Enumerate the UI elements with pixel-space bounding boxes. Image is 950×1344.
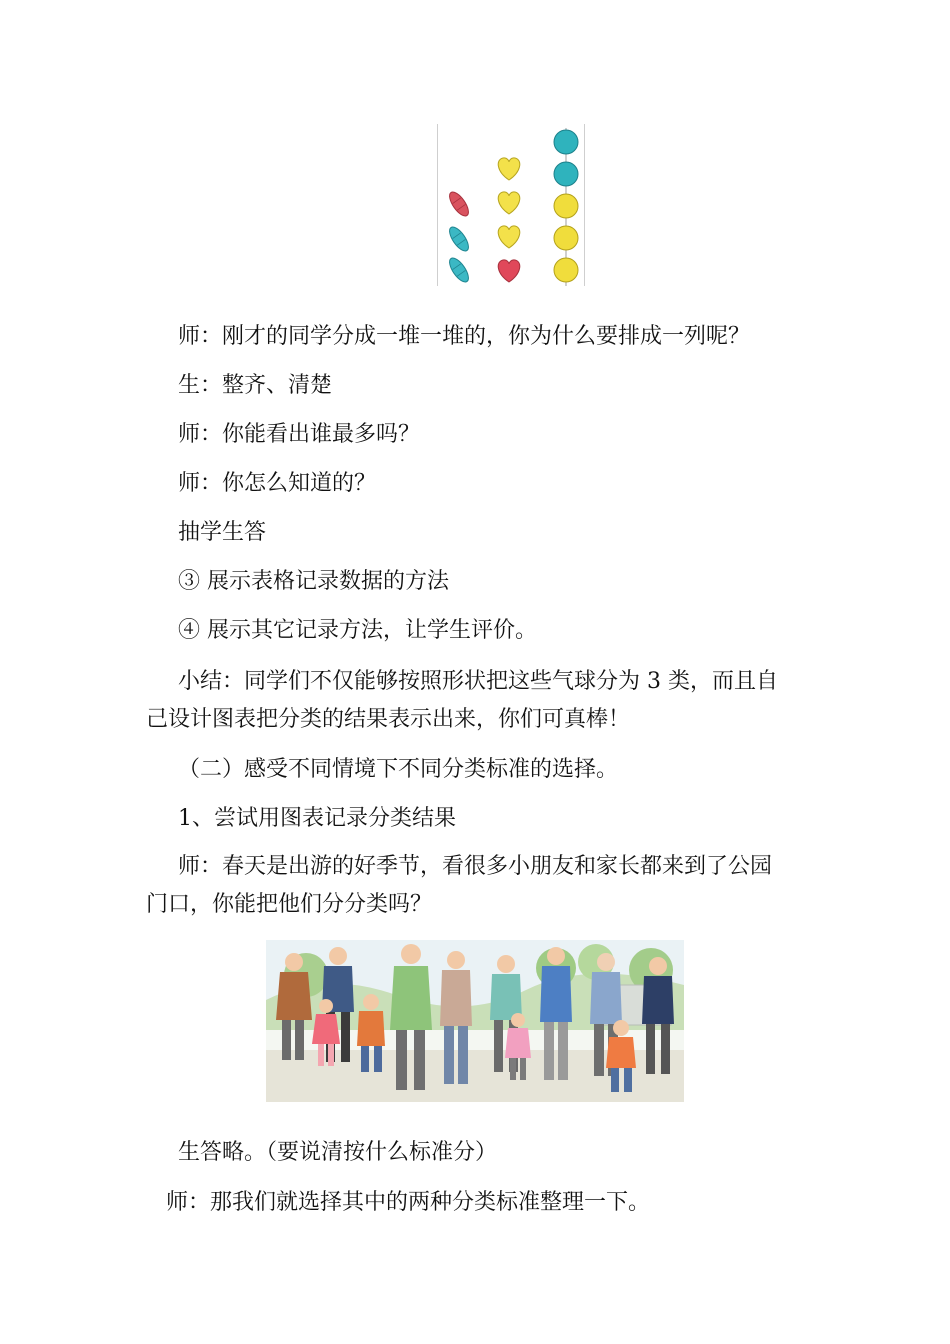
paragraph-student-call: 抽学生答 xyxy=(178,520,267,545)
paragraph-teacher-spring-line-1: 师：春天是出游的好季节，看很多小朋友和家长都来到了公园 xyxy=(178,854,773,879)
heart-balloon-column xyxy=(498,158,520,282)
balloon-figure xyxy=(437,124,585,286)
paragraph-student-answer-2: 生答略。（要说清按什么标准分） xyxy=(178,1140,498,1165)
paragraph-student-answer-1: 生：整齐、清楚 xyxy=(178,373,333,398)
round-balloon-column xyxy=(554,128,578,286)
paragraph-teacher-question-1: 师：刚才的同学分成一堆一堆的，你为什么要排成一列呢？ xyxy=(178,324,751,349)
paragraph-step-3: ③ 展示表格记录数据的方法 xyxy=(178,569,449,594)
section-heading-2: （二）感受不同情境下不同分类标准的选择。 xyxy=(178,757,619,782)
paragraph-teacher-spring-line-2: 门口，你能把他们分分类吗？ xyxy=(146,892,433,917)
subheading-1: 1、尝试用图表记录分类结果 xyxy=(178,806,456,831)
paragraph-summary-line-1: 小结：同学们不仅能够按照形状把这些气球分为 3 类，而且自 xyxy=(178,669,778,694)
paragraph-step-4: ④ 展示其它记录方法，让学生评价。 xyxy=(178,618,537,643)
paragraph-summary-line-2: 己设计图表把分类的结果表示出来，你们可真棒！ xyxy=(146,707,631,732)
paragraph-teacher-question-2: 师：你能看出谁最多吗？ xyxy=(178,422,421,447)
paragraph-teacher-question-3: 师：你怎么知道的？ xyxy=(178,471,377,496)
paragraph-teacher-final: 师：那我们就选择其中的两种分类标准整理一下。 xyxy=(166,1190,651,1215)
park-families-illustration xyxy=(266,940,684,1102)
long-balloon-column xyxy=(446,189,472,285)
